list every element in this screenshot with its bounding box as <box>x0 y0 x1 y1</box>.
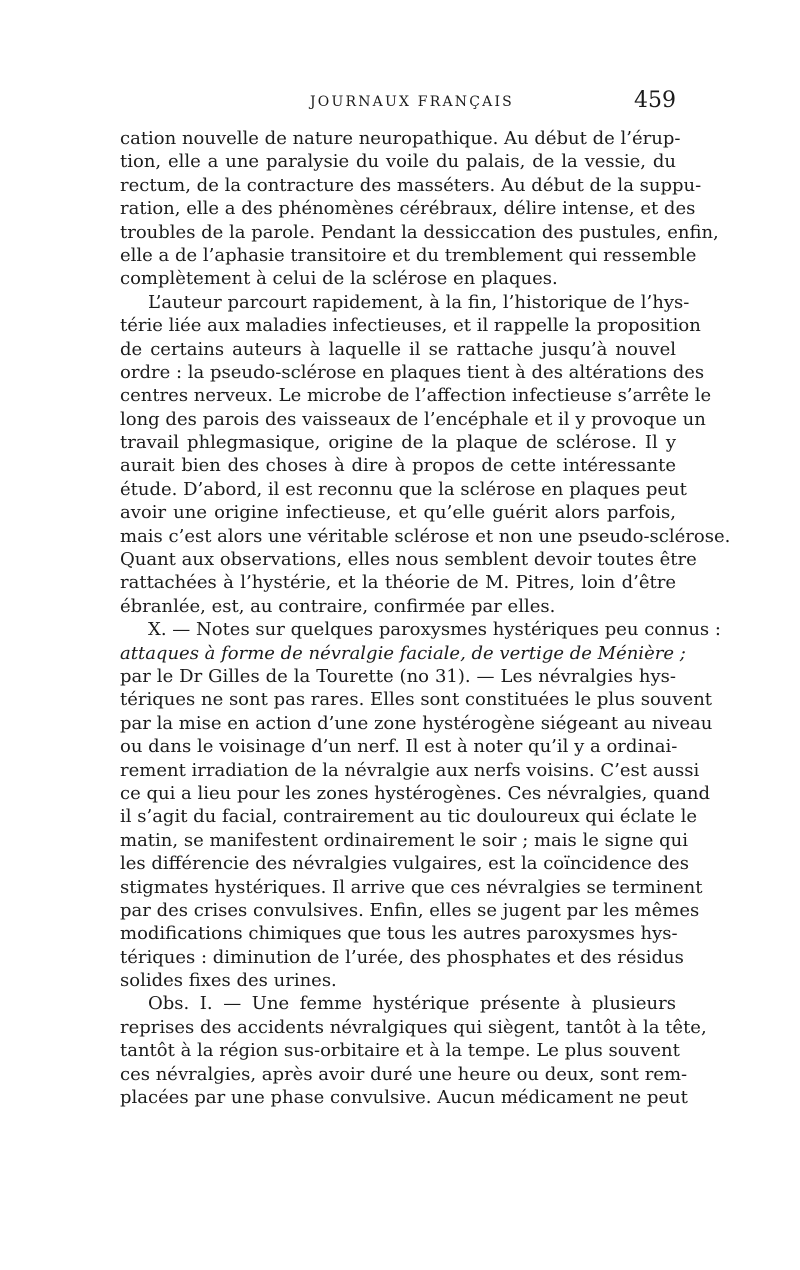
text-line: ordre : la pseudo-sclérose en plaques tient à des altérations des <box>120 361 705 383</box>
text-line: par la mise en action d’une zone hystérogène siégeant au niveau <box>120 712 713 734</box>
section-heading-line <box>120 642 686 665</box>
text-line: aurait bien des choses à dire à propos de cette intéressante <box>120 455 676 477</box>
page-number: 459 <box>634 88 676 113</box>
text-line: long des parois des vaisseaux de l’encéphale et il y provoque un <box>120 408 706 430</box>
text-line: tion, elle a une paralysie du voile du palais, de la vessie, du <box>120 151 676 173</box>
text-line: centres nerveux. Le microbe de l’affection infectieuse s’arrête le <box>120 385 712 407</box>
text-line: troubles de la parole. Pendant la dessiccation des pustules, enfin, <box>120 221 719 243</box>
text-line: ces névralgies, après avoir duré une heure ou deux, sont rem- <box>120 1063 688 1085</box>
text-line: travail phlegmasique, origine de la plaque de sclérose. Il y <box>120 432 676 454</box>
text-line: il s’agit du facial, contrairement au tic douloureux qui éclate le <box>120 806 698 828</box>
text-line: par des crises convulsives. Enfin, elles se jugent par les mêmes <box>120 899 700 921</box>
page <box>120 88 731 1109</box>
text-line: étude. D’abord, il est reconnu que la sclérose en plaques peut <box>120 478 687 500</box>
text-line: Quant aux observations, elles nous semblent devoir toutes être <box>120 549 697 571</box>
text-line: rectum, de la contracture des masséters. Au début de la suppu- <box>120 174 702 196</box>
text-line: ce qui a lieu pour les zones hystérogènes. Ces névralgies, quand <box>120 782 711 804</box>
text-line: rement irradiation de la névralgie aux nerfs voisins. C’est aussi <box>120 759 700 781</box>
text-line: matin, se manifestent ordinairement le soir ; mais le signe qui <box>120 829 688 851</box>
text-line: elle a de l’aphasie transitoire et du tremblement qui ressemble <box>120 244 697 266</box>
text-line: térie liée aux maladies infectieuses, et il rappelle la proposition <box>120 315 701 337</box>
text-line: stigmates hystériques. Il arrive que ces névralgies se terminent <box>120 876 703 898</box>
text-line: ration, elle a des phénomènes cérébraux, délire intense, et des <box>120 198 696 220</box>
text-line: L’auteur parcourt rapidement, à la fin, l’historique de l’hys- <box>148 291 690 313</box>
text-line: Obs. I. — Une femme hystérique présente à plusieurs <box>148 993 676 1015</box>
text-line: solides fixes des urines. <box>120 970 337 992</box>
text-line: complètement à celui de la sclérose en plaques. <box>120 268 558 290</box>
running-head <box>120 90 676 120</box>
section-heading-line: X. — Notes sur quelques paroxysmes hystériques peu connus : <box>148 619 721 641</box>
body-text <box>120 127 731 1109</box>
text-line: avoir une origine infectieuse, et qu’elle guérit alors parfois, <box>120 502 676 524</box>
text-line: tériques ne sont pas rares. Elles sont constituées le plus souvent <box>120 689 713 711</box>
text-line: tantôt à la région sus-orbitaire et à la tempe. Le plus souvent <box>120 1040 680 1062</box>
text-line: cation nouvelle de nature neuropathique. Au début de l’érup- <box>120 128 681 149</box>
text-line: tériques : diminution de l’urée, des phosphates et des résidus <box>120 946 684 968</box>
text-line: ou dans le voisinage d’un nerf. Il est à noter qu’il y a ordinai- <box>120 736 678 758</box>
text-line: ébranlée, est, au contraire, confirmée par elles. <box>120 595 556 617</box>
text-line: mais c’est alors une véritable sclérose et non une pseudo-sclérose. <box>120 525 731 547</box>
text-line: placées par une phase convulsive. Aucun médicament ne peut <box>120 1087 688 1109</box>
running-head-title: JOURNAUX FRANÇAIS <box>310 94 514 110</box>
text-line: les différencie des névralgies vulgaires, est la coïncidence des <box>120 853 689 875</box>
text-line: modifications chimiques que tous les autres paroxysmes hys- <box>120 923 678 945</box>
text-line: de certains auteurs à laquelle il se rattache jusqu’à nouvel <box>120 338 676 360</box>
text-line: rattachées à l’hystérie, et la théorie de M. Pitres, loin d’être <box>120 572 676 594</box>
text-line: par le Dr Gilles de la Tourette (no 31). — Les névralgies hys- <box>120 665 676 687</box>
section-heading-italic: attaques à forme de névralgie faciale, de vertige de Ménière ; <box>120 642 686 664</box>
text-line: reprises des accidents névralgiques qui siègent, tantôt à la tête, <box>120 1016 707 1038</box>
